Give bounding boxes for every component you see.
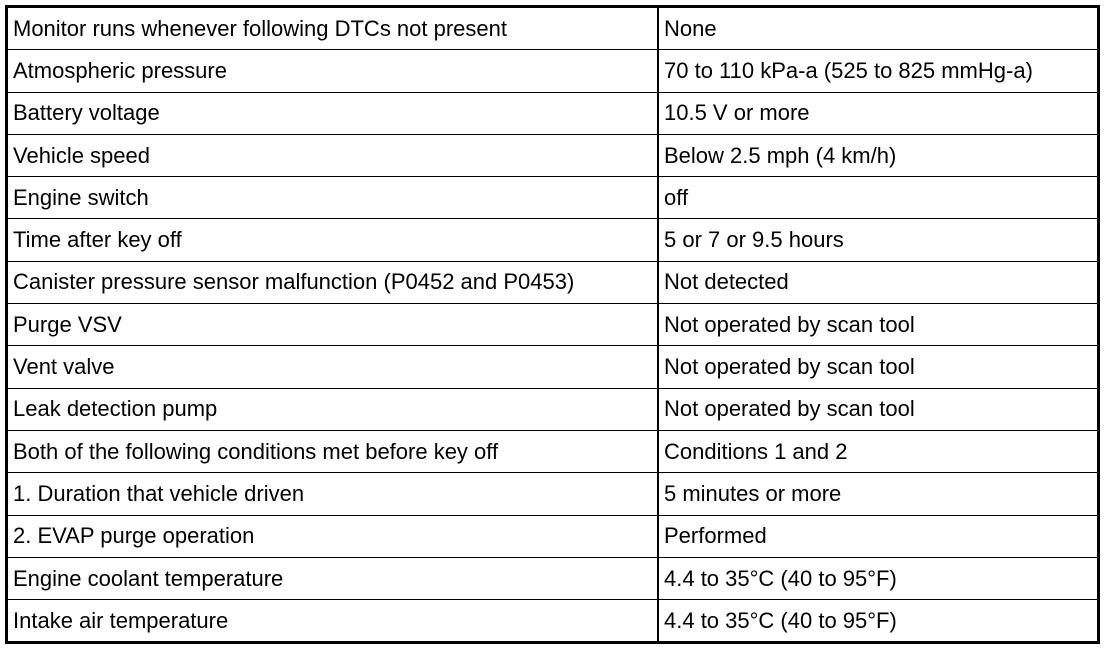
condition-cell: Leak detection pump xyxy=(7,388,659,430)
value-cell: Not operated by scan tool xyxy=(658,304,1099,346)
value-cell: 5 or 7 or 9.5 hours xyxy=(658,219,1099,261)
condition-cell: 1. Duration that vehicle driven xyxy=(7,473,659,515)
value-cell: Not operated by scan tool xyxy=(658,388,1099,430)
value-cell: Conditions 1 and 2 xyxy=(658,430,1099,472)
condition-cell: Monitor runs whenever following DTCs not present xyxy=(7,7,659,50)
condition-cell: Intake air temperature xyxy=(7,600,659,643)
table-row xyxy=(7,92,1099,134)
monitor-conditions-table xyxy=(5,5,1100,644)
table-row xyxy=(7,430,1099,472)
table-row xyxy=(7,388,1099,430)
condition-cell: 2. EVAP purge operation xyxy=(7,515,659,557)
table-row xyxy=(7,346,1099,388)
value-cell: Not operated by scan tool xyxy=(658,346,1099,388)
value-cell: Performed xyxy=(658,515,1099,557)
table-row xyxy=(7,304,1099,346)
value-cell: Below 2.5 mph (4 km/h) xyxy=(658,134,1099,176)
condition-cell: Engine switch xyxy=(7,177,659,219)
condition-cell: Vehicle speed xyxy=(7,134,659,176)
condition-cell: Canister pressure sensor malfunction (P0452 and P0453) xyxy=(7,261,659,303)
value-cell: Not detected xyxy=(658,261,1099,303)
table-row xyxy=(7,557,1099,599)
table-row xyxy=(7,261,1099,303)
table-row xyxy=(7,177,1099,219)
table-row xyxy=(7,50,1099,92)
table-row xyxy=(7,600,1099,643)
condition-cell: Atmospheric pressure xyxy=(7,50,659,92)
condition-cell: Both of the following conditions met before key off xyxy=(7,430,659,472)
condition-cell: Engine coolant temperature xyxy=(7,557,659,599)
value-cell: 10.5 V or more xyxy=(658,92,1099,134)
table-row xyxy=(7,7,1099,50)
value-cell: 70 to 110 kPa-a (525 to 825 mmHg-a) xyxy=(658,50,1099,92)
condition-cell: Battery voltage xyxy=(7,92,659,134)
value-cell: 5 minutes or more xyxy=(658,473,1099,515)
value-cell: 4.4 to 35°C (40 to 95°F) xyxy=(658,600,1099,643)
condition-cell: Vent valve xyxy=(7,346,659,388)
value-cell: off xyxy=(658,177,1099,219)
table-row xyxy=(7,515,1099,557)
condition-cell: Purge VSV xyxy=(7,304,659,346)
condition-cell: Time after key off xyxy=(7,219,659,261)
table-row xyxy=(7,134,1099,176)
value-cell: None xyxy=(658,7,1099,50)
table-row xyxy=(7,219,1099,261)
table-row xyxy=(7,473,1099,515)
value-cell: 4.4 to 35°C (40 to 95°F) xyxy=(658,557,1099,599)
